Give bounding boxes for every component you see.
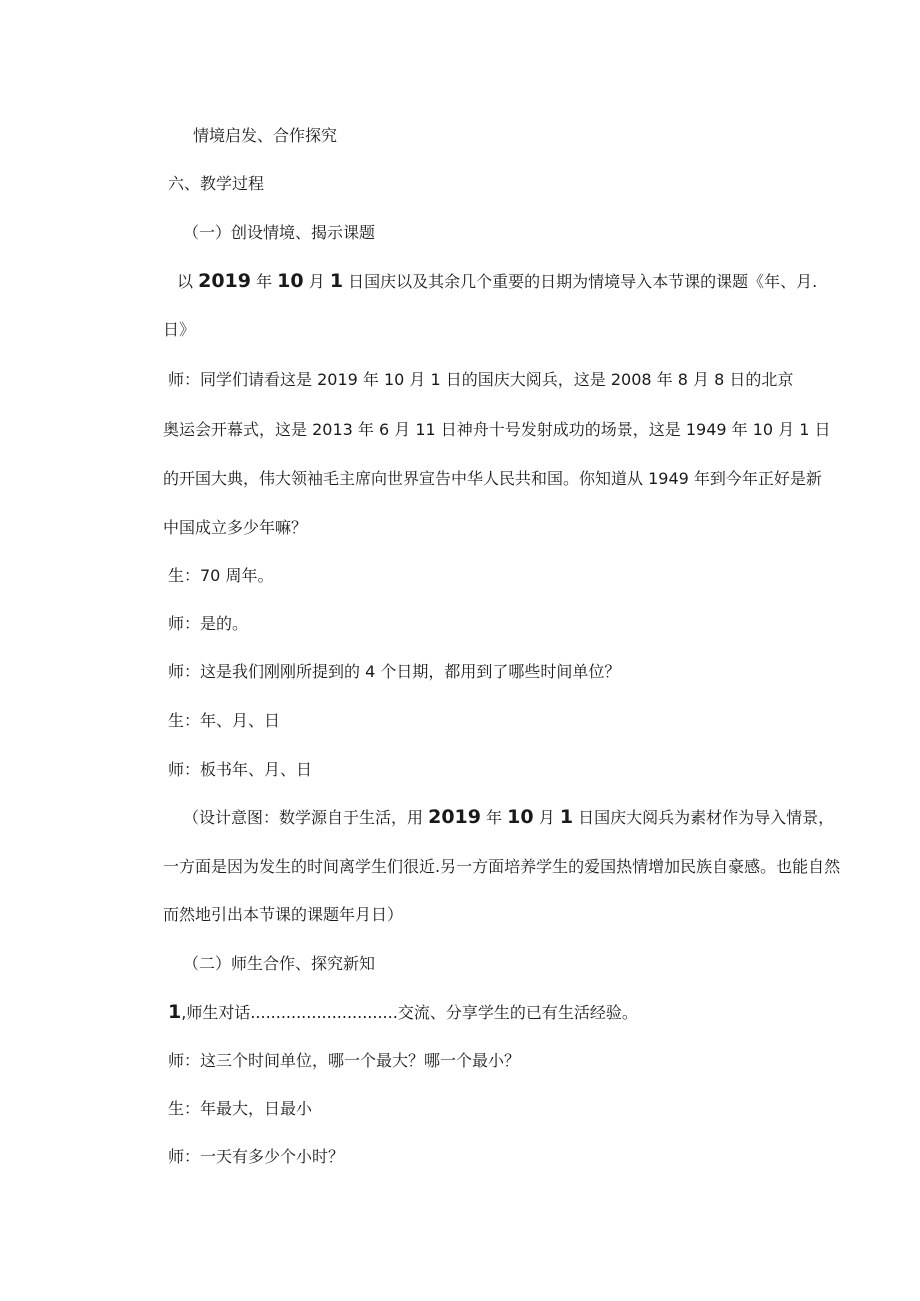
bold-year: 2019 bbox=[198, 270, 251, 292]
text-segment: 年 bbox=[480, 808, 508, 827]
bold-day: 1 bbox=[329, 270, 344, 292]
intro-paragraph-line-2: 日》 bbox=[163, 320, 196, 339]
bold-month: 10 bbox=[277, 270, 304, 292]
dialogue-teacher-question-3: 师：一天有多少个小时？ bbox=[168, 1147, 345, 1166]
dialogue-teacher-line-3: 的开国大典，伟大领袖毛主席向世界宣告中华人民共和国。你知道从 1949 年到今年正好是新 bbox=[163, 469, 822, 488]
step-number: 1 bbox=[168, 1001, 182, 1023]
dialogue-teacher-line-1: 师：同学们请看这是 2019 年 10 月 1 日的国庆大阅兵，这是 2008 年 8 月 8 日的北京 bbox=[168, 370, 794, 389]
design-intent-line-3: 而然地引出本节课的课题年月日） bbox=[163, 905, 404, 924]
step-1-line bbox=[168, 1001, 638, 1024]
text-segment: （设计意图：数学源自于生活，用 bbox=[183, 808, 429, 827]
subsection-heading-1: （一）创设情境、揭示课题 bbox=[183, 223, 376, 242]
design-intent-line-1 bbox=[183, 806, 834, 829]
bold-month: 10 bbox=[507, 806, 534, 828]
dialogue-teacher-line-4: 中国成立多少年嘛？ bbox=[163, 518, 308, 537]
subsection-heading-2: （二）师生合作、探究新知 bbox=[183, 954, 376, 973]
text-segment: 月 bbox=[303, 272, 330, 291]
bold-day: 1 bbox=[559, 806, 574, 828]
dialogue-teacher-board: 师：板书年、月、日 bbox=[168, 760, 313, 779]
dialogue-teacher-question-2: 师：这三个时间单位，哪一个最大？哪一个最小？ bbox=[168, 1051, 521, 1070]
text-segment: 月 bbox=[533, 808, 560, 827]
dialogue-student-answer-3: 生：年最大，日最小 bbox=[168, 1099, 313, 1118]
text-segment: 以 bbox=[177, 272, 199, 291]
dialogue-student-answer-1: 生：70 周年。 bbox=[168, 566, 274, 585]
text-segment: ,师生对话.............................交流、分享学生的已有生活经验。 bbox=[181, 1003, 638, 1022]
dialogue-teacher-confirm: 师：是的。 bbox=[168, 614, 249, 633]
teaching-method-text: 情境启发、合作探究 bbox=[193, 126, 338, 145]
intro-paragraph-line-1 bbox=[177, 270, 817, 293]
dialogue-student-answer-2: 生：年、月、日 bbox=[168, 711, 281, 730]
text-segment: 日国庆以及其余几个重要的日期为情境导入本节课的课题《年、月. bbox=[343, 272, 818, 291]
text-segment: 年 bbox=[250, 272, 278, 291]
section-heading-teaching-process: 六、教学过程 bbox=[168, 174, 265, 193]
text-segment: 日国庆大阅兵为素材作为导入情景， bbox=[573, 808, 835, 827]
bold-year: 2019 bbox=[428, 806, 481, 828]
dialogue-teacher-question: 师：这是我们刚刚所提到的 4 个日期，都用到了哪些时间单位？ bbox=[168, 662, 621, 681]
design-intent-line-2: 一方面是因为发生的时间离学生们很近.另一方面培养学生的爱国热情增加民族自豪感。也能自然 bbox=[163, 857, 841, 876]
dialogue-teacher-line-2: 奥运会开幕式，这是 2013 年 6 月 11 日神舟十号发射成功的场景，这是 1949 年 10 月 1 日 bbox=[163, 420, 831, 439]
